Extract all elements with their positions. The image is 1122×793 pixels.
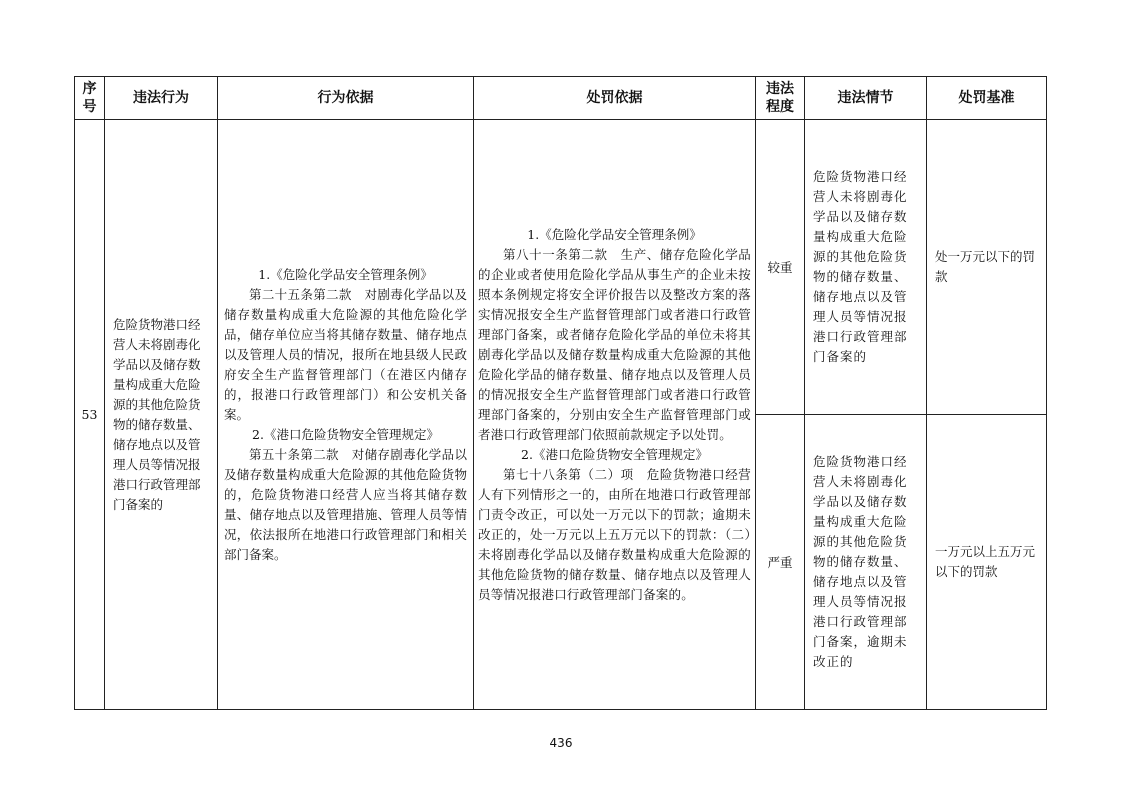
degree-serious: 较重 — [756, 120, 805, 415]
row-number: 53 — [75, 120, 105, 710]
plot-severe: 危险货物港口经营人未将剧毒化学品以及储存数量构成重大危险源的其他危险货物的储存数量、储存地点以及管理人员等情况报港口行政管理部门备案，逾期未改正的 — [805, 415, 927, 710]
penalty-basis-para-2: 第七十八条第（二）项 危险货物港口经营人有下列情形之一的，由所在地港口行政管理部门责令改正，可以处一万元以下的罚款；逾期未改正的，处一万元以上五万元以下的罚款：（二）未将剧毒化学品以及储存数量构成重大危险源的其他危险货物的储存数量、储存地点以及管理人员等情况报港口行政管理部门备案的。 — [478, 466, 751, 602]
header-penalty-basis: 处罚依据 — [474, 77, 756, 120]
penalty-standard-table — [74, 76, 1047, 710]
page-number: 436 — [549, 736, 573, 750]
penalty-basis-title-1: 1.《危险化学品安全管理条例》 — [527, 226, 702, 242]
standard-serious: 处一万元以下的罚款 — [927, 120, 1047, 415]
act-basis-title-1: 1.《危险化学品安全管理条例》 — [258, 266, 433, 282]
penalty-basis-title-2: 2.《港口危险货物安全管理规定》 — [521, 446, 708, 462]
header-behavior: 违法行为 — [105, 77, 218, 120]
penalty-basis-para-1: 第八十一条第二款 生产、储存危险化学品的企业或者使用危险化学品从事生产的企业未按照本条例规定将安全评价报告以及整改方案的落实情况报安全生产监督管理部门或者港口行政管理部门备案，或者储存危险化学品的单位未将其剧毒化学品以及储存数量构成重大危险源的其他危险化学品的储存数量、储存地点以及管理人员的情况报安全生产监督管理部门或者港口行政管理部门备案的，分别由安全生产监督管理部门或者港口行政管理部门依照前款规定予以处罚。 — [478, 246, 751, 442]
act-basis — [218, 120, 474, 710]
penalty-basis — [474, 120, 756, 710]
header-plot: 违法情节 — [805, 77, 927, 120]
standard-severe: 一万元以上五万元以下的罚款 — [927, 415, 1047, 710]
plot-serious: 危险货物港口经营人未将剧毒化学品以及储存数量构成重大危险源的其他危险货物的储存数量、储存地点以及管理人员等情况报港口行政管理部门备案的 — [805, 120, 927, 415]
degree-severe: 严重 — [756, 415, 805, 710]
header-degree: 违法程度 — [756, 77, 805, 120]
table-row — [75, 120, 1047, 415]
header-act-basis: 行为依据 — [218, 77, 474, 120]
act-basis-para-2: 第五十条第二款 对储存剧毒化学品以及储存数量构成重大危险源的其他危险货物的，危险货物港口经营人应当将其储存数量、储存地点以及管理措施、管理人员等情况，依法报所在地港口行政管理部门和相关部门备案。 — [224, 446, 467, 562]
violation-behavior: 危险货物港口经营人未将剧毒化学品以及储存数量构成重大危险源的其他危险货物的储存数量、储存地点以及管理人员等情况报港口行政管理部门备案的 — [105, 120, 218, 710]
header-row — [75, 77, 1047, 120]
act-basis-para-1: 第二十五条第二款 对剧毒化学品以及储存数量构成重大危险源的其他危险化学品，储存单位应当将其储存数量、储存地点以及管理人员的情况，报所在地县级人民政府安全生产监督管理部门（在港区内储存的，报港口行政管理部门）和公安机关备案。 — [224, 286, 467, 422]
header-no: 序号 — [75, 77, 105, 120]
header-standard: 处罚基准 — [927, 77, 1047, 120]
act-basis-title-2: 2.《港口危险货物安全管理规定》 — [252, 426, 439, 442]
